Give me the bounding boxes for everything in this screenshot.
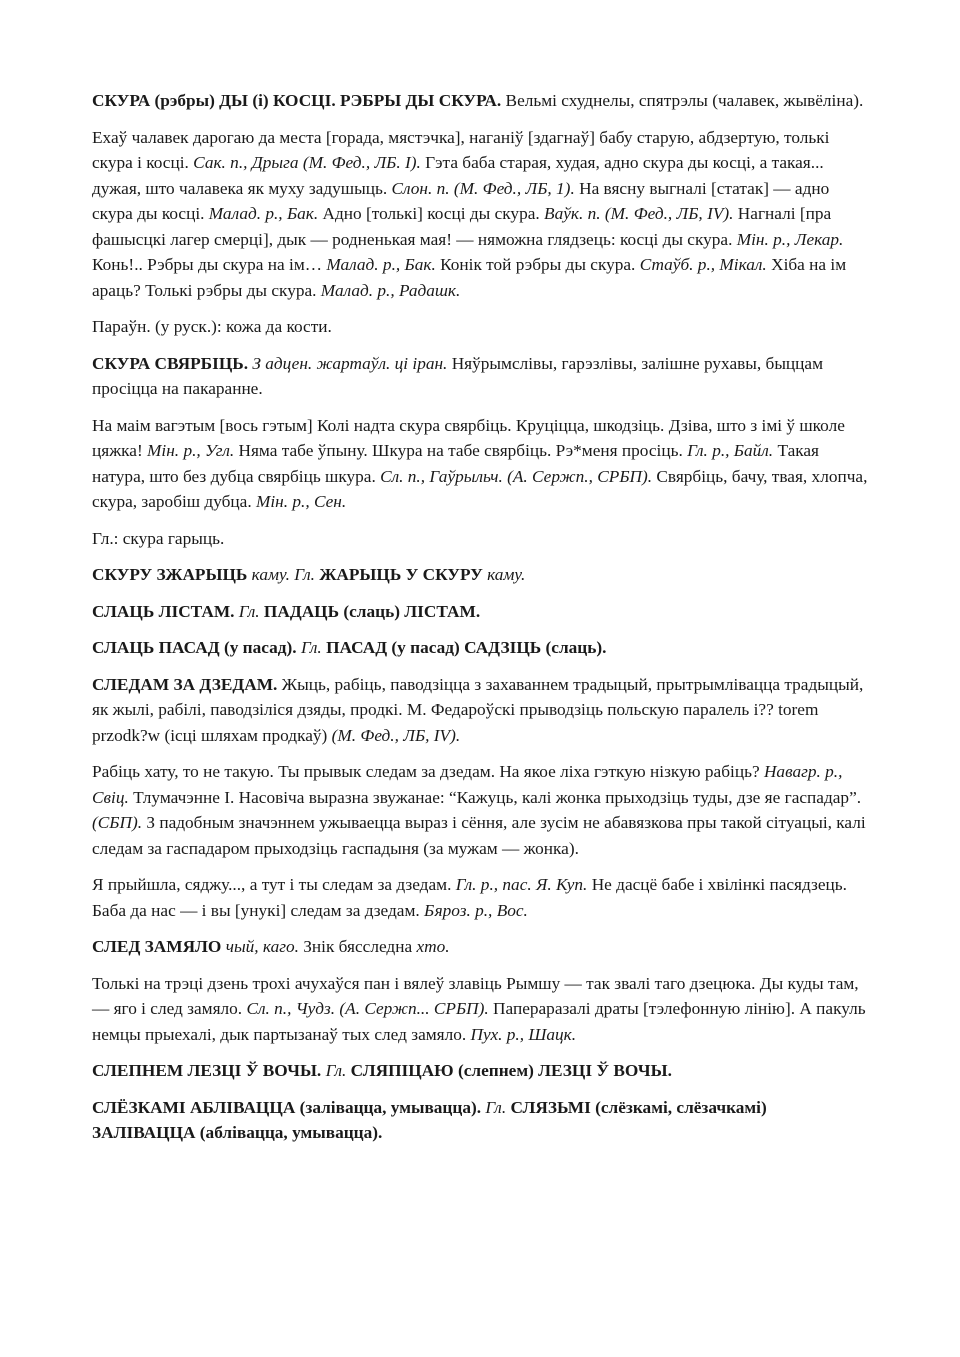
body-text: Я прыйшла, сяджу..., а тут і ты следам за дзедам. bbox=[92, 875, 456, 894]
body-text: Хіба на ім араць? Толькі рэбры ды скура. bbox=[92, 255, 847, 300]
source-reference: Мін. р., Сен. bbox=[255, 492, 347, 511]
body-text: Вельмі схуднелы, спятрэлы (чалавек, жывёліна). bbox=[501, 91, 864, 110]
source-reference: Гл. bbox=[300, 638, 322, 657]
entry-headword: СЛЕД ЗАМЯЛО bbox=[92, 937, 222, 956]
body-text: Ехаў чалавек дарогаю да места [горада, мястэчка], наганіў [здагнаў] бабу старую, абдзертую, толькі скура і косці. bbox=[92, 127, 830, 172]
body-text: Жыць, рабіць, паводзіцца з захаваннем традыцый, прытрымлівацца традыцый, як жылі, рабілі, паводзіліся дзяды, продкі. М. Федароўскі прыводзіць польскую паралель і?? torem przodk?w (ісці шляхам продкаў) bbox=[92, 674, 864, 745]
body-text: Свярбіць, бачу, твая, хлопча, скура, заробіш дубца. bbox=[92, 466, 868, 511]
dictionary-paragraph bbox=[92, 314, 868, 340]
body-text: Не дасцё бабе і хвілінкі пасядзець. Баба да нас — і вы [унукі] следам за дзедам. bbox=[92, 875, 847, 920]
body-text: Такая натура, што без дубца свярбіць шкура. bbox=[92, 441, 820, 486]
body-text: Конік той рэбры ды скура. bbox=[435, 255, 640, 274]
body-text: На маім вагэтым [вось гэтым] Колі надта скура свярбіць. Круціцца, шкодзіць. Дзіва, што з імі ў школе цяжка! bbox=[92, 415, 845, 460]
source-reference: Сак. п., Дрыга (М. Фед., ЛБ. I). bbox=[193, 153, 421, 172]
dictionary-paragraph bbox=[92, 635, 868, 661]
source-reference: Малад. р., Бак. bbox=[208, 204, 319, 223]
source-reference: Гл. bbox=[325, 1061, 347, 1080]
source-reference: Стаўб. р., Мікал. bbox=[639, 255, 767, 274]
source-reference: Малад. р., Радашк. bbox=[320, 280, 461, 300]
dictionary-paragraph bbox=[92, 971, 868, 1048]
dictionary-paragraph bbox=[92, 872, 868, 923]
entry-headword: СЛЕДАМ ЗА ДЗЕДАМ. bbox=[92, 674, 278, 694]
source-reference: Малад. р., Бак. bbox=[326, 255, 436, 274]
dictionary-paragraph bbox=[92, 526, 868, 552]
body-text: Няма табе ўпыну. Шкура на табе свярбіць. Рэ*меня просіць. bbox=[234, 441, 688, 460]
dictionary-paragraph bbox=[92, 599, 868, 625]
source-reference: каму. Гл. bbox=[251, 565, 315, 584]
entry-headword: СКУРУ ЗЖАРЫЦЬ bbox=[92, 565, 248, 584]
entry-headword: СКУРА (рэбры) ДЫ (і) КОСЦІ. РЭБРЫ ДЫ СКУРА. bbox=[92, 91, 502, 110]
body-text: Рабіць хату, то не такую. Ты прывык следам за дзедам. На якое ліха гэткую нізкую рабіць? bbox=[92, 762, 764, 781]
source-reference: хто. bbox=[416, 937, 450, 956]
dictionary-paragraph bbox=[92, 1095, 868, 1146]
source-reference: Мін. р., Угл. bbox=[147, 441, 235, 460]
body-text: Конь!.. Рэбры ды скура на ім… bbox=[92, 255, 327, 274]
body-text: Папераразалі драты [тэлефонную лінію]. А пакуль немцы прыехалі, дык партызанаў тых след замяло. bbox=[92, 999, 866, 1044]
dictionary-paragraph bbox=[92, 88, 868, 114]
body-text: Тлумачэнне І. Насовіча выразна звужанае: “Кажуць, калі жонка прыходзіць туды, дзе яе гаспадар”. bbox=[128, 787, 862, 807]
dictionary-paragraph bbox=[92, 351, 868, 402]
body-text: Гл.: скура гарыць. bbox=[92, 528, 225, 548]
source-reference: З адцен. жартаўл. ці іран. bbox=[252, 353, 448, 373]
source-reference: Сл. п., Чудз. (А. Сержп... СРБП). bbox=[246, 999, 489, 1018]
source-reference: Ваўк. п. (М. Фед., ЛБ, IV). bbox=[544, 204, 734, 223]
dictionary-paragraph bbox=[92, 413, 868, 515]
body-text: Няўрымслівы, гарэзлівы, залішне рухавы, быццам просіцца на пакаранне. bbox=[92, 353, 824, 398]
source-reference: Пух. р., Шацк. bbox=[470, 1024, 577, 1044]
entry-headword: ЖАРЫЦЬ У СКУРУ bbox=[319, 565, 483, 584]
dictionary-paragraph bbox=[92, 672, 868, 749]
body-text: На вясну выгналі [статак] — адно скура ды косці. bbox=[92, 178, 830, 223]
entry-headword: СЛЁЗКАМІ АБЛІВАЦЦА (заліваццa, умывацца). bbox=[92, 1097, 482, 1117]
source-reference: (СБП). bbox=[92, 813, 143, 832]
source-reference: Бяроз. р., Вос. bbox=[424, 900, 528, 920]
body-text: З падобным значэннем ужываецца выраз і сёння, але зусім не абавязкова пры такой сітуацыі, калі следам за гаспадаром прыходзіць гаспадыня (за мужам — жонка). bbox=[92, 813, 866, 858]
source-reference: Мін. р., Лекар. bbox=[736, 229, 844, 249]
source-reference: Гл. bbox=[238, 601, 260, 621]
dictionary-paragraph bbox=[92, 1058, 868, 1084]
entry-headword: СЛЯПІЦАЮ (слепнем) ЛЕЗЦІ Ў ВОЧЫ. bbox=[350, 1061, 672, 1080]
body-text: Толькі на трэці дзень трохі ачухаўся пан і вялеў злавіць Рымшу — так звалі таго дзецюка. Ды куды там, — яго і след замяло. bbox=[92, 973, 859, 1018]
source-reference: каму. bbox=[487, 565, 526, 584]
body-text: Знік бясследна bbox=[298, 937, 417, 956]
source-reference: Навагр. р., Свіц. bbox=[92, 762, 843, 807]
entry-headword: СЛАЦЬ ПАСАД (у пасад). bbox=[92, 638, 297, 657]
entry-headword: СЛЕПНЕМ ЛЕЗЦІ Ў ВОЧЫ. bbox=[92, 1061, 322, 1080]
entry-headword: СКУРА СВЯРБІЦЬ. bbox=[92, 353, 249, 373]
body-text: Адно [толькі] косці ды скура. bbox=[318, 204, 545, 223]
dictionary-paragraph bbox=[92, 934, 868, 960]
entry-headword: ПАДАЦЬ (слаць) ЛІСТАМ. bbox=[263, 601, 481, 621]
source-reference: чый, каго. bbox=[225, 937, 299, 956]
source-reference: Гл. р., Байл. bbox=[687, 441, 774, 460]
source-reference: Слон. п. (М. Фед., ЛБ, 1). bbox=[391, 178, 575, 198]
body-text: Параўн. (у руск.): кожа да кости. bbox=[92, 317, 332, 336]
dictionary-paragraph bbox=[92, 562, 868, 588]
dictionary-paragraph bbox=[92, 125, 868, 304]
entry-headword: СЛЯЗЬМІ (слёзкамі, слёзачкамі) ЗАЛІВАЦЦА (абліваццa, умывацца). bbox=[92, 1097, 767, 1142]
body-text: Гэта баба старая, худая, адно скура ды косці, а такая... дужая, што чалавека як муху задушыць. bbox=[92, 153, 824, 198]
entry-headword: ПАСАД (у пасад) САДЗІЦЬ (слаць). bbox=[326, 638, 607, 657]
source-reference: Гл. р., пас. Я. Куп. bbox=[455, 875, 588, 894]
body-text: Нагналі [пра фашысцкі лагер смерці], дык — родненькая мая! — няможна глядзець: косці ды скура. bbox=[92, 204, 832, 249]
source-reference: Сл. п., Гаўрыльч. (А. Сержп., СРБП). bbox=[380, 466, 653, 486]
entry-headword: СЛАЦЬ ЛІСТАМ. bbox=[92, 601, 235, 621]
source-reference: (М. Фед., ЛБ, IV). bbox=[331, 725, 461, 745]
dictionary-paragraph bbox=[92, 759, 868, 861]
source-reference: Гл. bbox=[485, 1097, 507, 1117]
